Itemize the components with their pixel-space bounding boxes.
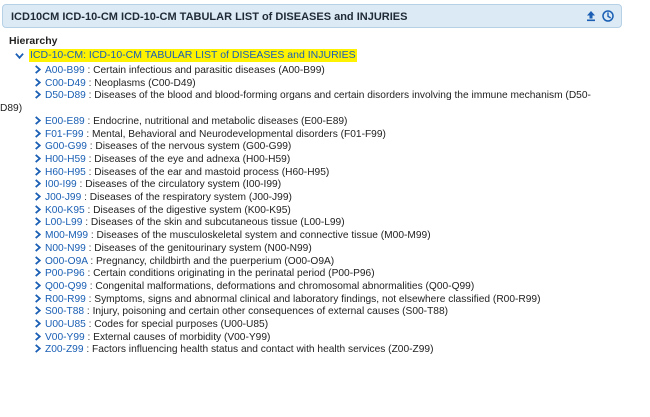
- chapter-line: [33, 294, 540, 305]
- chapter-item[interactable]: [33, 167, 644, 180]
- chapter-code-link[interactable]: J00-J99: [45, 192, 82, 204]
- chapter-line: [33, 65, 325, 76]
- chevron-right-icon[interactable]: [33, 332, 42, 341]
- chapter-item[interactable]: [33, 243, 644, 256]
- chapter-code-link[interactable]: P00-P96: [45, 268, 85, 280]
- chapter-item[interactable]: [33, 78, 644, 91]
- chapter-item[interactable]: [33, 217, 644, 230]
- chapter-item[interactable]: [33, 344, 644, 357]
- chapter-line: [33, 306, 448, 317]
- chapter-description: Diseases of the ear and mastoid process (H60-H95): [94, 166, 330, 178]
- history-icon[interactable]: [601, 9, 615, 23]
- chapter-code-link[interactable]: C00-D49: [45, 77, 86, 89]
- chapter-code-link[interactable]: F01-F99: [45, 128, 84, 140]
- chapter-item[interactable]: [33, 154, 644, 167]
- chapter-line: [33, 256, 334, 267]
- hierarchy-root[interactable]: [15, 48, 357, 62]
- chevron-right-icon[interactable]: [33, 256, 42, 265]
- chapter-code-link[interactable]: O00-O9A: [45, 255, 88, 267]
- chapter-item[interactable]: [33, 281, 644, 294]
- chapter-line: [33, 154, 290, 165]
- chapter-item[interactable]: [33, 294, 644, 307]
- chevron-right-icon[interactable]: [33, 141, 42, 150]
- separator: :: [85, 77, 95, 89]
- chapter-description: Endocrine, nutritional and metabolic diseases (E00-E89): [93, 115, 348, 127]
- chapter-code-link[interactable]: I00-I99: [45, 179, 77, 191]
- chevron-right-icon[interactable]: [33, 129, 42, 138]
- chapter-line: [33, 268, 375, 279]
- chevron-right-icon[interactable]: [33, 230, 42, 239]
- chapter-item[interactable]: [33, 179, 644, 192]
- upload-icon[interactable]: [584, 9, 598, 23]
- chapter-code-link[interactable]: M00-M99: [45, 230, 89, 242]
- chapter-code-link[interactable]: K00-K95: [45, 204, 85, 216]
- chapter-description: Certain infectious and parasitic diseases (A00-B99): [93, 65, 325, 76]
- chapter-code-link[interactable]: Z00-Z99: [45, 344, 84, 356]
- chapter-line: [33, 332, 270, 343]
- chapter-item[interactable]: [33, 319, 644, 332]
- chapter-list: [0, 65, 644, 357]
- separator: :: [85, 166, 95, 178]
- chevron-right-icon[interactable]: [33, 319, 42, 328]
- chapter-description: Diseases of the circulatory system (I00-I99): [85, 179, 282, 191]
- separator: :: [84, 204, 94, 216]
- chapter-line: [33, 167, 329, 178]
- chapter-description: Diseases of the genitourinary system (N00-N99): [94, 242, 312, 254]
- separator: :: [86, 141, 96, 153]
- chapter-code-link[interactable]: D50-D89: [45, 90, 86, 102]
- chapter-description-continued: D89): [0, 103, 23, 115]
- chevron-right-icon[interactable]: [33, 167, 42, 176]
- chapter-description: Diseases of the blood and blood-forming organs and certain disorders involving the immune mechanism (D50-: [94, 90, 591, 102]
- separator: :: [88, 230, 97, 242]
- chapter-line: [33, 243, 312, 254]
- chapter-line: [33, 116, 347, 127]
- chapter-code-link[interactable]: U00-U85: [45, 319, 86, 331]
- chapter-code-link[interactable]: A00-B99: [45, 65, 85, 76]
- chevron-down-icon[interactable]: [15, 51, 24, 60]
- chapter-code-link[interactable]: Q00-Q99: [45, 280, 87, 292]
- chevron-right-icon[interactable]: [33, 116, 42, 125]
- chapter-line: [33, 179, 281, 190]
- chevron-right-icon[interactable]: [33, 78, 42, 87]
- chapter-description: Factors influencing health status and contact with health services (Z00-Z99): [92, 344, 434, 356]
- chapter-description: External causes of morbidity (V00-Y99): [93, 331, 271, 343]
- chevron-right-icon[interactable]: [33, 281, 42, 290]
- chapter-code-link[interactable]: N00-N99: [45, 242, 86, 254]
- chapter-line: [33, 192, 292, 203]
- chapter-item[interactable]: [33, 141, 644, 154]
- separator: :: [76, 179, 86, 191]
- separator: :: [82, 217, 91, 229]
- chevron-right-icon[interactable]: [33, 205, 42, 214]
- separator: :: [84, 65, 94, 76]
- separator: :: [86, 280, 96, 292]
- chapter-description: Pregnancy, childbirth and the puerperium (O00-O9A): [95, 255, 335, 267]
- chevron-right-icon[interactable]: [33, 65, 42, 74]
- chapter-line: [33, 217, 345, 228]
- chapter-item[interactable]: [33, 192, 644, 205]
- chevron-right-icon[interactable]: [33, 306, 42, 315]
- chapter-description: Diseases of the nervous system (G00-G99): [95, 141, 292, 153]
- chapter-description: Codes for special purposes (U00-U85): [94, 319, 269, 331]
- chevron-right-icon[interactable]: [33, 154, 42, 163]
- header-icons: [584, 9, 615, 23]
- chapter-item[interactable]: [33, 205, 644, 218]
- chapter-description: Diseases of the musculoskeletal system and connective tissue (M00-M99): [96, 230, 431, 242]
- hierarchy-label: Hierarchy: [9, 35, 58, 47]
- chapter-code-link[interactable]: V00-Y99: [45, 331, 85, 343]
- chevron-right-icon[interactable]: [33, 179, 42, 188]
- chapter-description: Certain conditions originating in the perinatal period (P00-P96): [93, 268, 375, 280]
- chapter-line: [33, 205, 291, 216]
- panel-header: [2, 4, 622, 28]
- separator: :: [85, 90, 95, 102]
- chapter-line: [33, 129, 386, 140]
- chapter-description: Neoplasms (C00-D49): [94, 77, 196, 89]
- chevron-right-icon[interactable]: [33, 344, 42, 353]
- chapter-line: [33, 344, 433, 355]
- chapter-description: Diseases of the eye and adnexa (H00-H59): [94, 153, 291, 165]
- chapter-code-link[interactable]: H60-H95: [45, 166, 86, 178]
- chapter-line: [33, 78, 196, 89]
- chapter-description: Congenital malformations, deformations and chromosomal abnormalities (Q00-Q99): [95, 280, 475, 292]
- chapter-item[interactable]: [33, 268, 644, 281]
- separator: :: [84, 331, 94, 343]
- separator: :: [85, 153, 95, 165]
- separator: :: [81, 192, 90, 204]
- chapter-description: Diseases of the digestive system (K00-K95): [93, 204, 291, 216]
- chapter-code-link[interactable]: E00-E89: [45, 115, 85, 127]
- chapter-description: Mental, Behavioral and Neurodevelopmental disorders (F01-F99): [92, 128, 386, 140]
- chapter-item[interactable]: [33, 332, 644, 345]
- root-node-link[interactable]: ICD-10-CM: ICD-10-CM TABULAR LIST of DISEASES and INJURIES: [30, 48, 356, 61]
- chapter-line: [33, 90, 644, 103]
- separator: :: [84, 115, 94, 127]
- chapter-code-link[interactable]: H00-H59: [45, 153, 86, 165]
- separator: :: [84, 268, 94, 280]
- chapter-item[interactable]: [33, 230, 644, 243]
- chapter-description: Injury, poisoning and certain other consequences of external causes (S00-T88): [92, 306, 449, 318]
- separator: :: [83, 128, 93, 140]
- chapter-line: [33, 141, 291, 152]
- separator: :: [85, 293, 95, 305]
- chapter-item[interactable]: [33, 116, 644, 129]
- panel-title: ICD10CM ICD-10-CM ICD-10-CM TABULAR LIST of DISEASES and INJURIES: [11, 11, 408, 23]
- separator: :: [85, 319, 95, 331]
- chapter-description: Symptoms, signs and abnormal clinical and laboratory findings, not elsewhere classified (R00-R99): [94, 293, 541, 305]
- chapter-item[interactable]: [33, 129, 644, 142]
- chapter-line: [33, 230, 431, 241]
- separator: :: [87, 255, 96, 267]
- chapter-code-link[interactable]: S00-T88: [45, 306, 85, 318]
- chapter-item[interactable]: [33, 256, 644, 269]
- chapter-description: Diseases of the skin and subcutaneous tissue (L00-L99): [90, 217, 345, 229]
- chapter-description: Diseases of the respiratory system (J00-J99): [89, 192, 292, 204]
- chapter-code-link[interactable]: G00-G99: [45, 141, 87, 153]
- chapter-line: [33, 319, 268, 330]
- chapter-line: [33, 281, 474, 292]
- chapter-code-link[interactable]: L00-L99: [45, 217, 83, 229]
- chevron-right-icon[interactable]: [33, 90, 42, 99]
- chevron-right-icon[interactable]: [33, 217, 42, 226]
- separator: :: [85, 242, 95, 254]
- chevron-right-icon[interactable]: [33, 192, 42, 201]
- chevron-right-icon[interactable]: [33, 268, 42, 277]
- chevron-right-icon[interactable]: [33, 294, 42, 303]
- chapter-item[interactable]: [33, 306, 644, 319]
- chapter-item[interactable]: [33, 65, 644, 78]
- chapter-code-link[interactable]: R00-R99: [45, 293, 86, 305]
- separator: :: [84, 306, 93, 318]
- separator: :: [83, 344, 93, 356]
- chapter-item[interactable]: [0, 90, 644, 115]
- chevron-right-icon[interactable]: [33, 243, 42, 252]
